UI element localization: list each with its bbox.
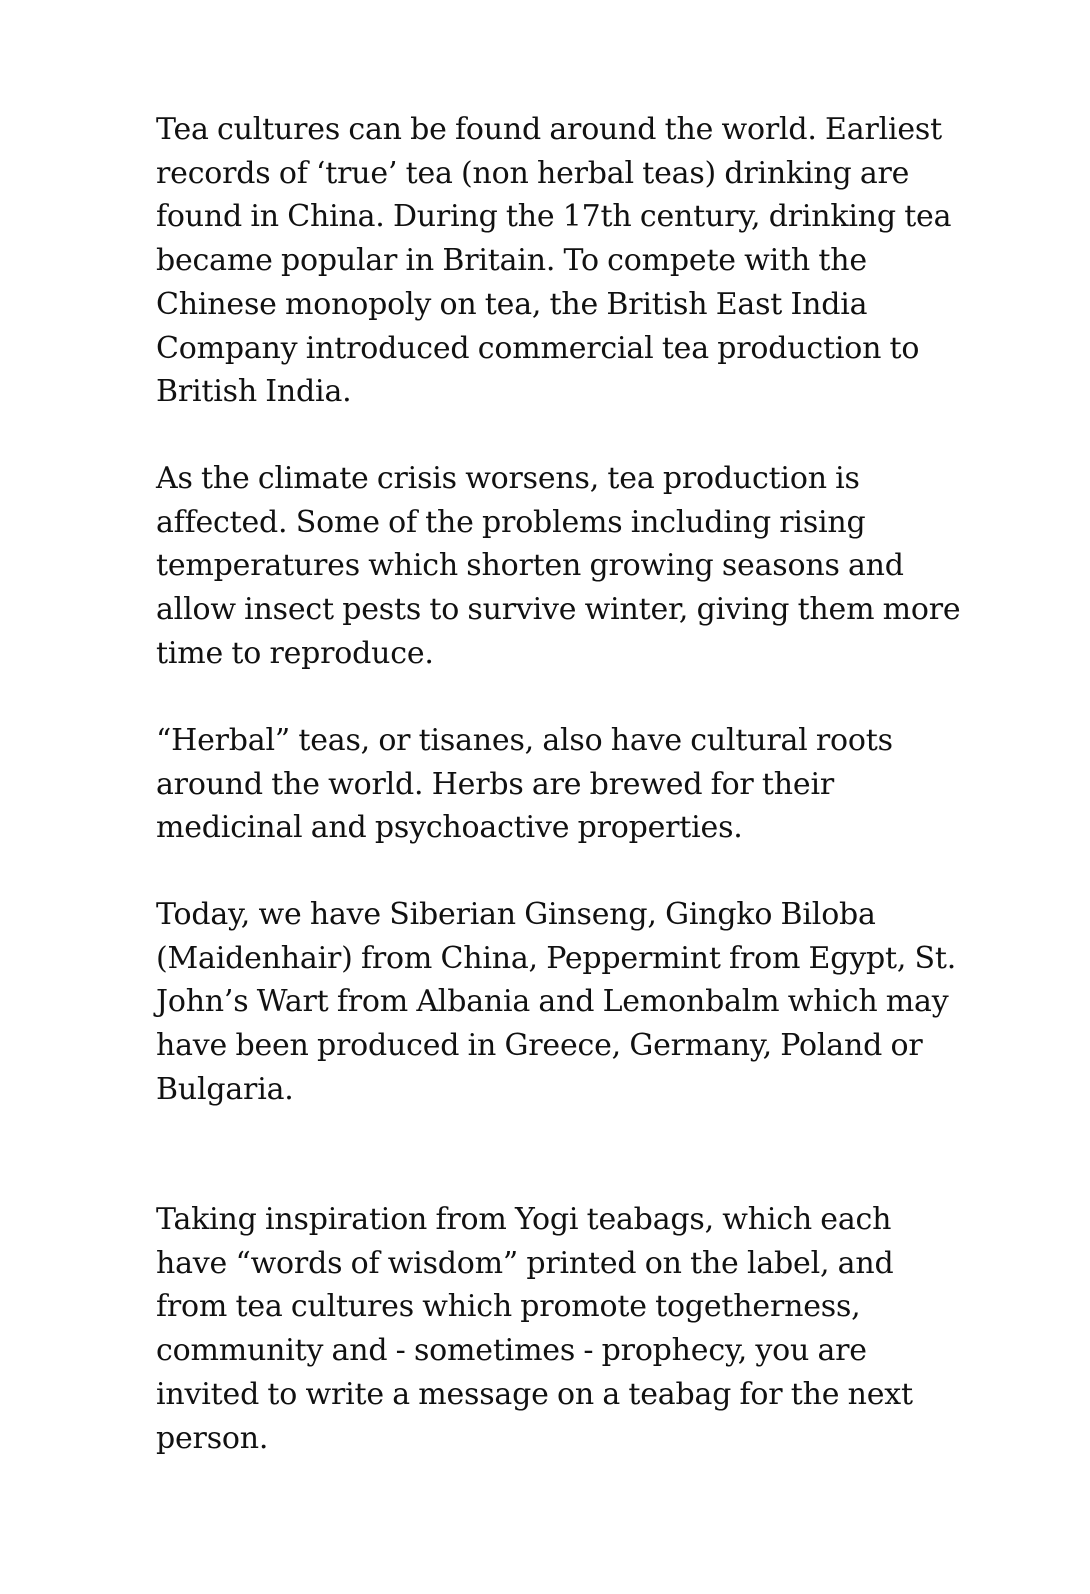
paragraph-invitation: Taking inspiration from Yogi teabags, which each have “words of wisdom” printed on the label, and from tea cultures which promote togetherness, community and - sometimes - prophecy, you are invited to write a message on a teabag for the next person.: [156, 1202, 913, 1456]
paragraph-climate-crisis: As the climate crisis worsens, tea production is affected. Some of the problems including rising temperatures which shorten growing seasons and allow insect pests to survive winter, giving them more time to reproduce.: [156, 461, 961, 671]
paragraph-herb-origins: Today, we have Siberian Ginseng, Gingko Biloba (Maidenhair) from China, Peppermint from Egypt, St. John’s Wart from Albania and Lemonbalm which may have been produced in Greece, Germany, Poland or Bulgaria.: [156, 897, 957, 1107]
paragraph-tea-history: Tea cultures can be found around the world. Earliest records of ‘true’ tea (non herbal teas) drinking are found in China. During the 17th century, drinking tea became popular in Britain. To compete with the Chinese monopoly on tea, the British East India Company introduced commercial tea production to British India.: [156, 112, 952, 410]
paragraph-herbal-teas: “Herbal” teas, or tisanes, also have cultural roots around the world. Herbs are brewed for their medicinal and psychoactive properties.: [156, 723, 893, 846]
